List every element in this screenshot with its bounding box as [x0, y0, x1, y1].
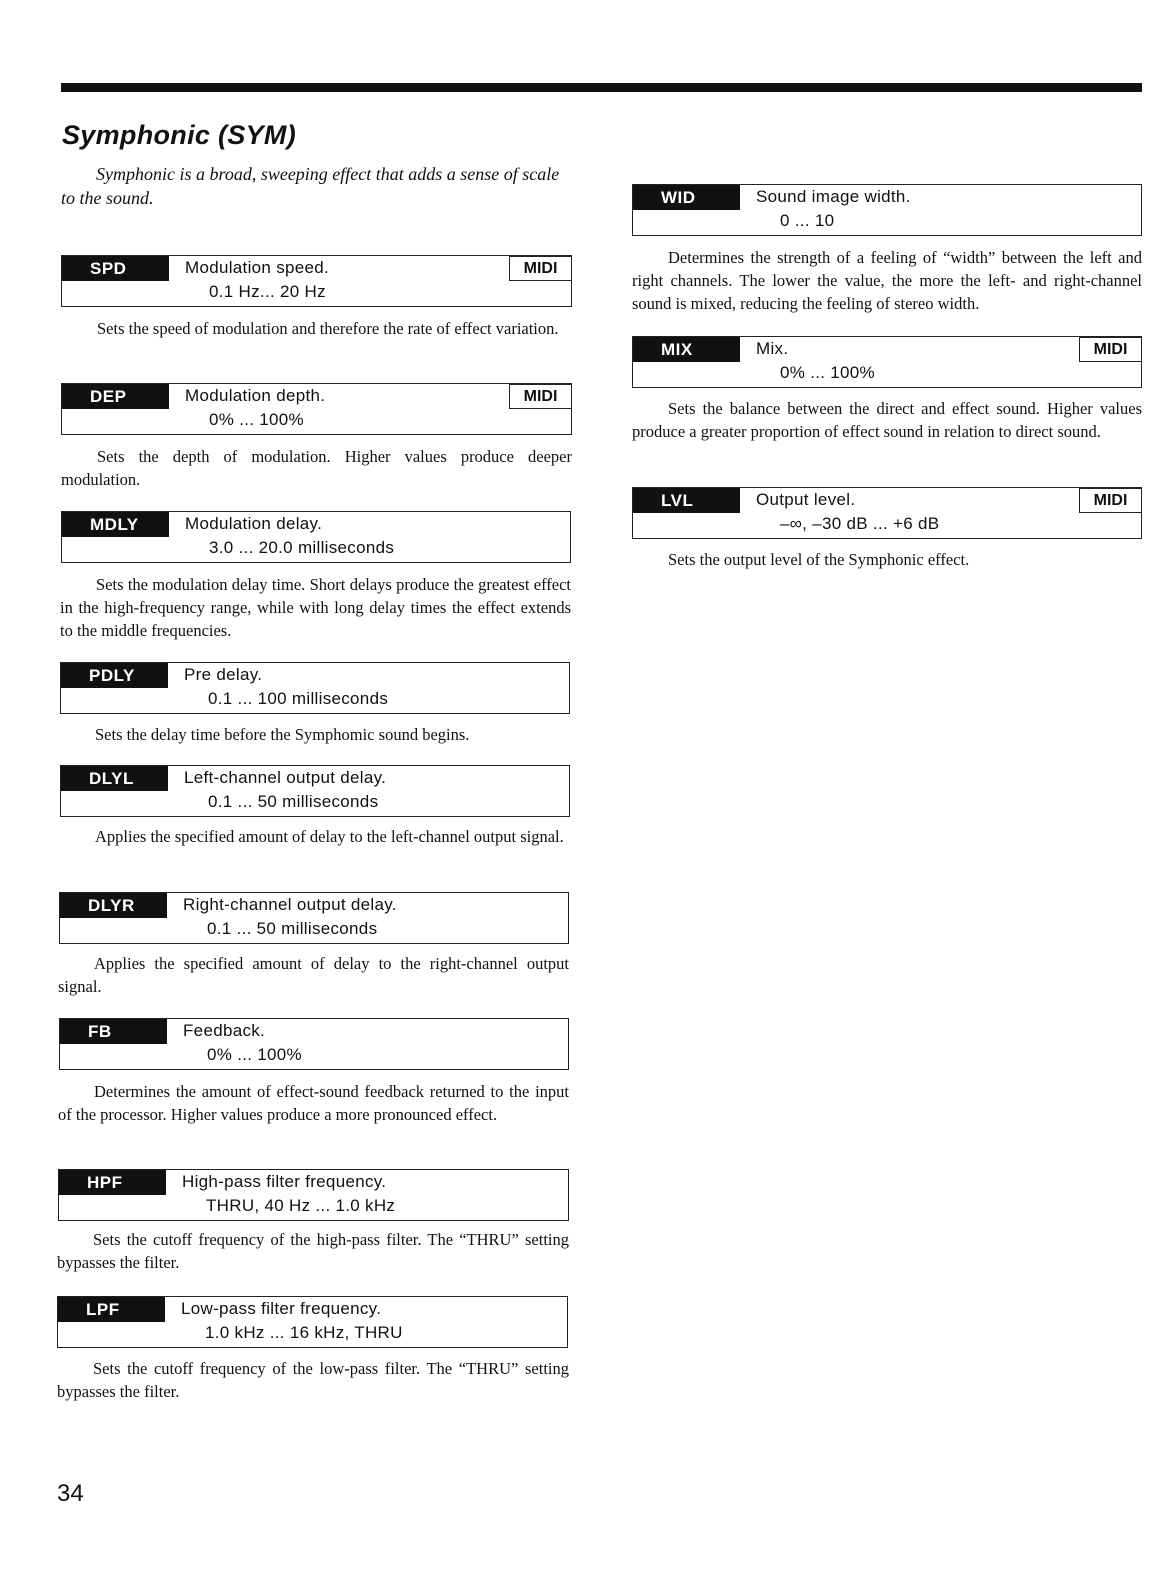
param-range: 0% ... 100% [780, 363, 875, 382]
midi-badge: MIDI [509, 256, 572, 281]
param-wid [632, 184, 1142, 236]
param-spd [61, 255, 572, 307]
param-name: Left-channel output delay. [184, 768, 387, 787]
param-lpf [57, 1296, 568, 1348]
param-name: Sound image width. [756, 187, 911, 206]
param-name: High-pass filter frequency. [182, 1172, 387, 1191]
param-name: Pre delay. [184, 665, 263, 684]
param-dlyl [60, 765, 570, 817]
param-dep [61, 383, 572, 435]
param-mdly [61, 511, 571, 563]
param-range: 0.1 Hz... 20 Hz [209, 282, 326, 301]
param-name: Modulation depth. [185, 386, 326, 405]
page-number: 34 [57, 1480, 84, 1507]
param-tag: SPD [62, 256, 169, 281]
param-range: 0% ... 100% [209, 410, 304, 429]
param-description: Determines the strength of a feeling of “width” between the left and right channels. The lower the value, the more the left- and right-channel sound is mixed, reducing the feeling of stereo width. [632, 248, 1142, 313]
param-tag: MIX [633, 337, 740, 362]
param-fb [59, 1018, 569, 1070]
param-description: Sets the speed of modulation and therefore the rate of effect variation. [97, 319, 559, 338]
section-intro: Symphonic is a broad, sweeping effect that adds a sense of scale to the sound. [61, 164, 560, 208]
param-range: –∞, –30 dB ... +6 dB [780, 514, 940, 533]
param-name: Low-pass filter frequency. [181, 1299, 382, 1318]
param-tag: DLYL [61, 766, 168, 791]
param-lvl [632, 487, 1142, 539]
param-name: Output level. [756, 490, 856, 509]
param-name: Modulation delay. [185, 514, 323, 533]
param-description: Determines the amount of effect-sound feedback returned to the input of the processor. Higher values produce a more pronounced effect. [58, 1082, 569, 1124]
param-range: 3.0 ... 20.0 milliseconds [209, 538, 395, 557]
midi-badge: MIDI [1079, 337, 1142, 362]
param-tag: LPF [58, 1297, 165, 1322]
param-description: Applies the specified amount of delay to the right-channel output signal. [58, 954, 569, 996]
param-tag: HPF [59, 1170, 166, 1195]
param-description: Sets the depth of modulation. Higher values produce deeper modulation. [61, 447, 572, 489]
param-range: 0.1 ... 50 milliseconds [208, 792, 379, 811]
param-name: Mix. [756, 339, 789, 358]
param-name: Feedback. [183, 1021, 266, 1040]
param-name: Modulation speed. [185, 258, 330, 277]
midi-badge: MIDI [1079, 488, 1142, 513]
param-range: 0.1 ... 100 milliseconds [208, 689, 389, 708]
param-mix [632, 336, 1142, 388]
param-description: Sets the cutoff frequency of the high-pass filter. The “THRU” setting bypasses the filter. [57, 1230, 569, 1272]
param-description: Applies the specified amount of delay to the left-channel output signal. [95, 827, 564, 846]
section-title: Symphonic (SYM) [62, 120, 297, 150]
midi-badge: MIDI [509, 384, 572, 409]
param-hpf [58, 1169, 569, 1221]
param-tag: DEP [62, 384, 169, 409]
param-tag: WID [633, 185, 740, 210]
param-dlyr [59, 892, 569, 944]
param-range: 0.1 ... 50 milliseconds [207, 919, 378, 938]
param-description: Sets the delay time before the Symphomic sound begins. [95, 725, 470, 744]
param-tag: PDLY [61, 663, 168, 688]
header-rule [61, 83, 1142, 92]
param-description: Sets the cutoff frequency of the low-pass filter. The “THRU” setting bypasses the filter. [57, 1359, 569, 1401]
param-description: Sets the modulation delay time. Short delays produce the greatest effect in the high-frequency range, while with long delay times the effect extends to the middle frequencies. [60, 575, 571, 640]
param-name: Right-channel output delay. [183, 895, 397, 914]
param-description: Sets the output level of the Symphonic effect. [668, 550, 970, 569]
param-range: 0 ... 10 [780, 211, 835, 230]
param-tag: FB [60, 1019, 167, 1044]
param-tag: MDLY [62, 512, 169, 537]
param-tag: DLYR [60, 893, 167, 918]
param-range: 0% ... 100% [207, 1045, 302, 1064]
param-pdly [60, 662, 570, 714]
param-range: 1.0 kHz ... 16 kHz, THRU [205, 1323, 403, 1342]
param-tag: LVL [633, 488, 740, 513]
param-description: Sets the balance between the direct and effect sound. Higher values produce a greater proportion of effect sound in relation to direct sound. [632, 399, 1142, 441]
param-range: THRU, 40 Hz ... 1.0 kHz [206, 1196, 396, 1215]
